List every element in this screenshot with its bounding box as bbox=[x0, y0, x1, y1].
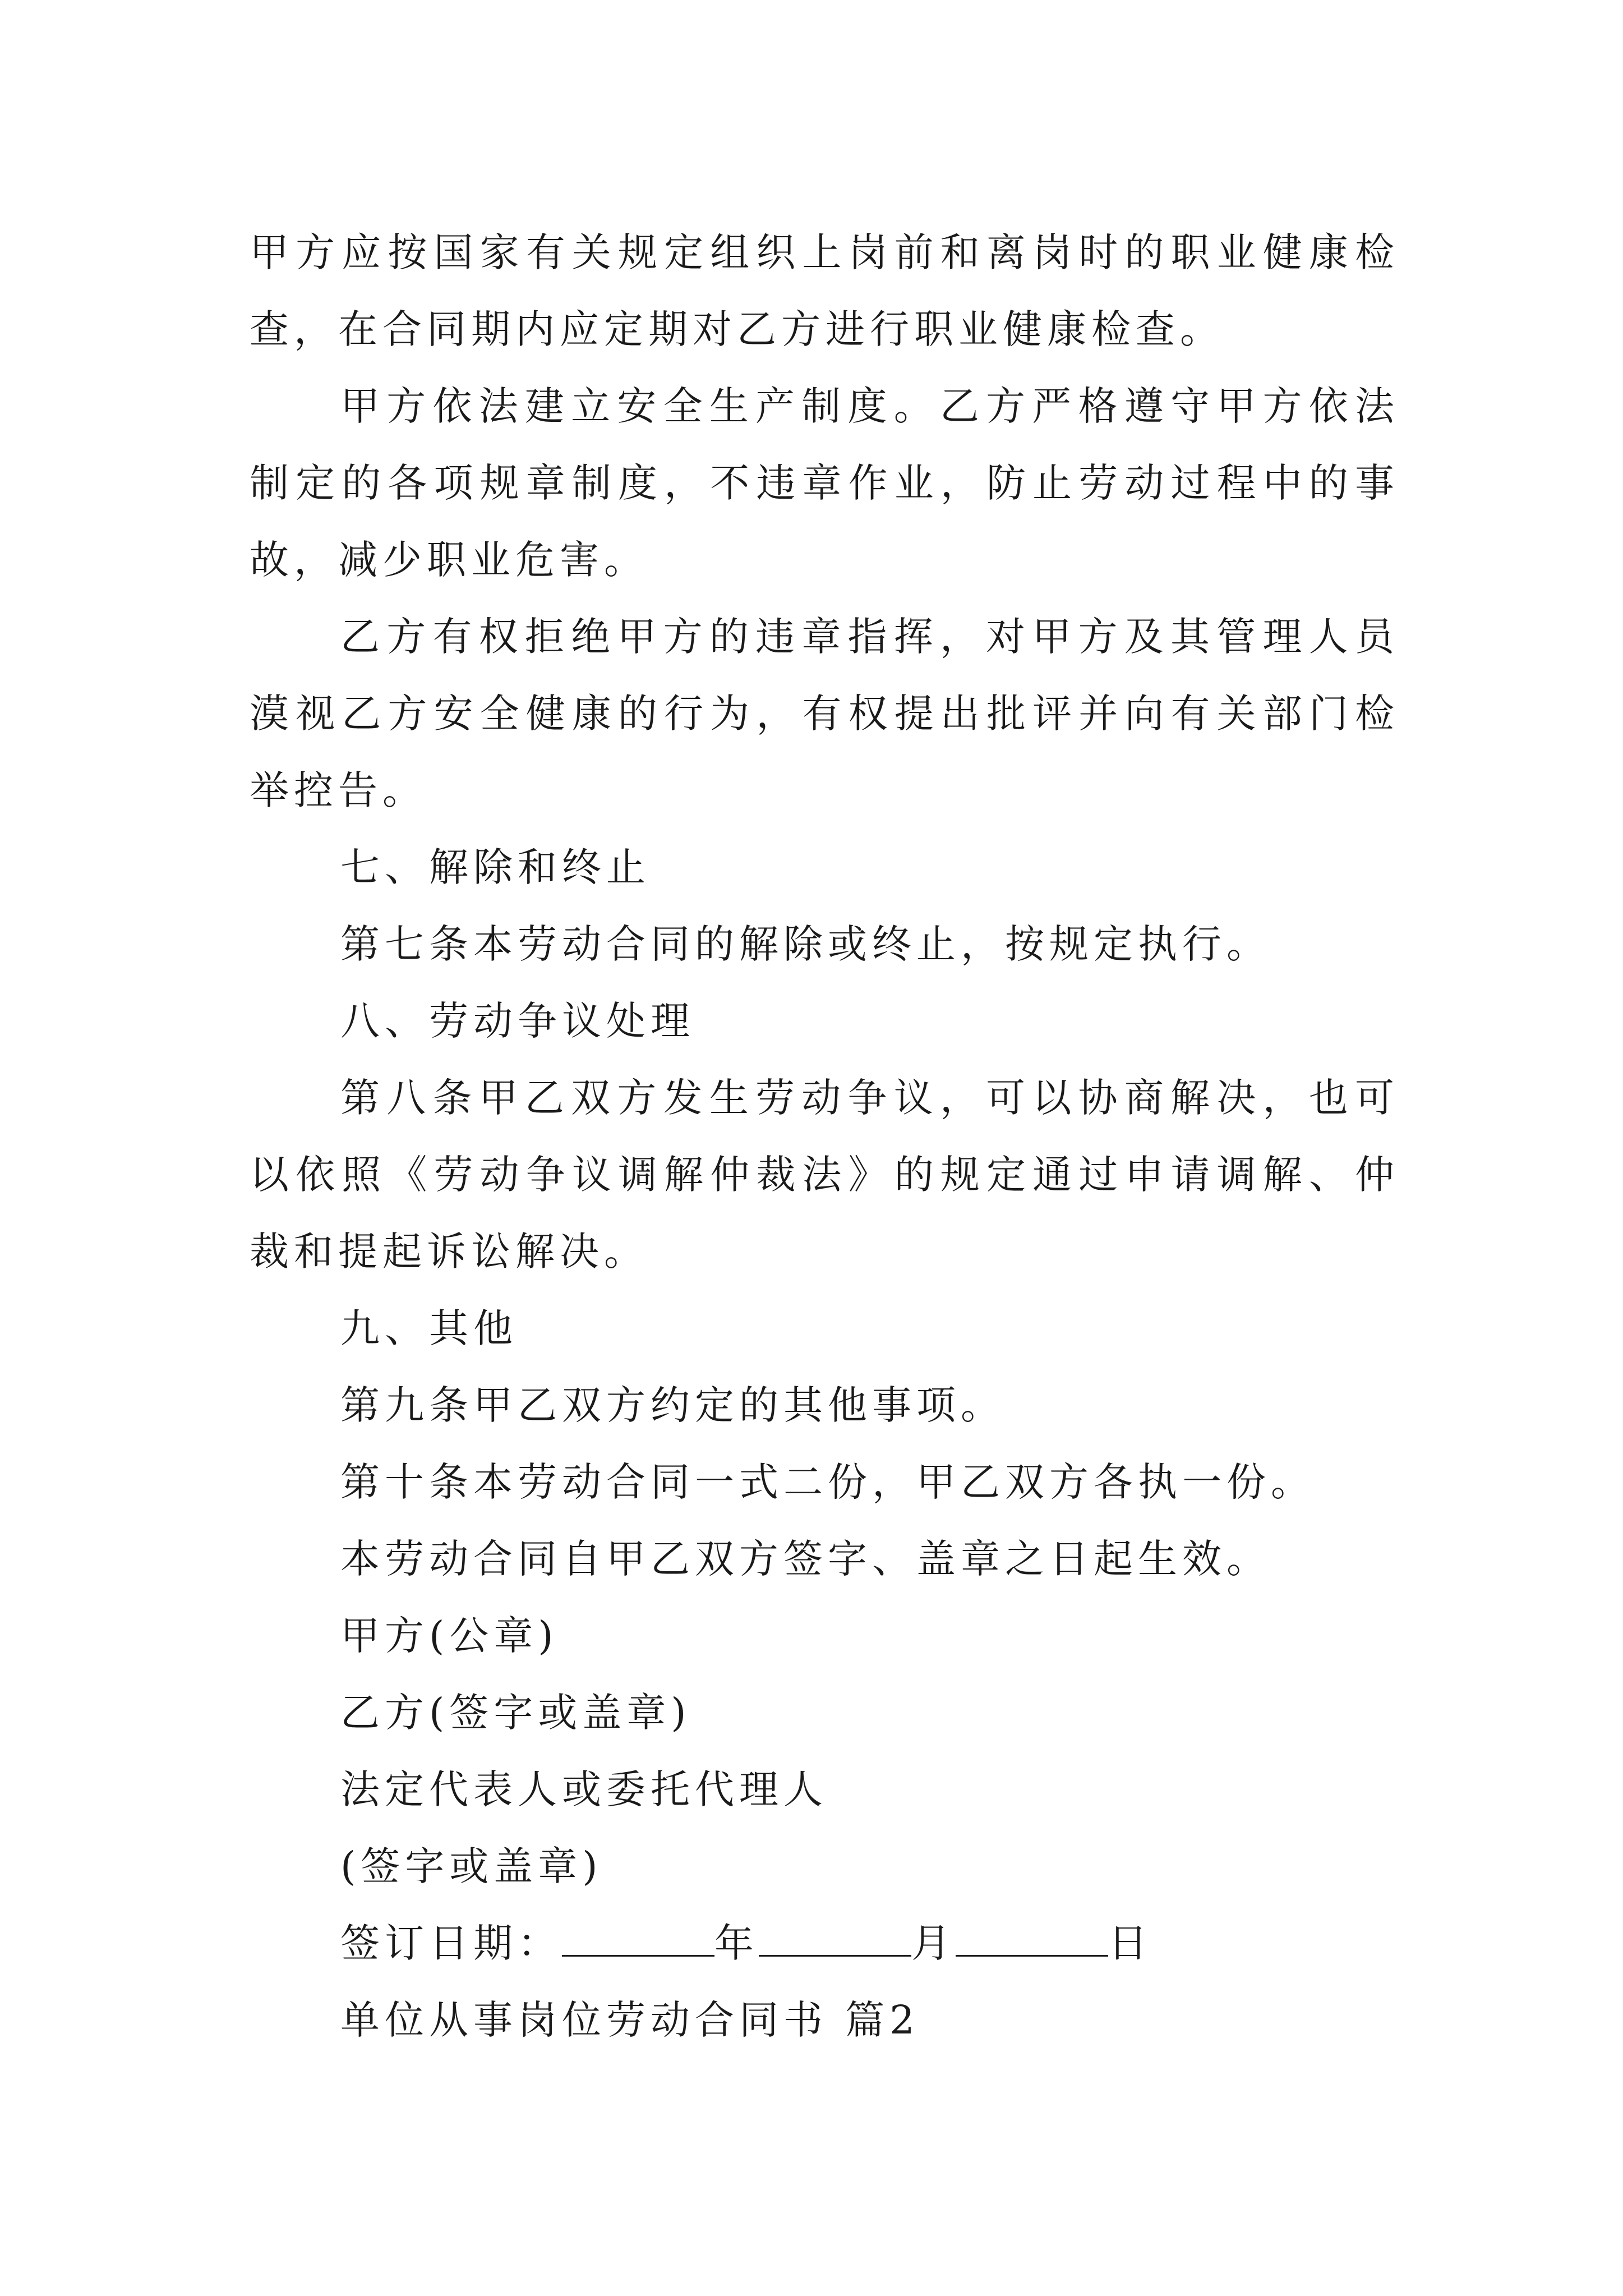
effective-clause: 本劳动合同自甲乙双方签字、盖章之日起生效。 bbox=[340, 1536, 1271, 1582]
month-blank[interactable] bbox=[759, 1915, 911, 1957]
article-ten: 第十条本劳动合同一式二份，甲乙双方各执一份。 bbox=[340, 1459, 1315, 1505]
paragraph-refuse-instructions: 乙方有权拒绝甲方的违章指挥，对甲方及其管理人员漠视乙方安全健康的行为，有权提出批评并向有关部门检举控告。 bbox=[250, 614, 1399, 813]
representative-signature: (签字或盖章) bbox=[340, 1843, 603, 1889]
section-heading-disputes: 八、劳动争议处理 bbox=[340, 998, 695, 1044]
article-eight: 第八条甲乙双方发生劳动争议，可以协商解决，也可以依照《劳动争议调解仲裁法》的规定通过申请调解、仲裁和提起诉讼解决。 bbox=[250, 1075, 1399, 1274]
paragraph-health-check: 甲方应按国家有关规定组织上岗前和离岗时的职业健康检查，在合同期内应定期对乙方进行职业健康检查。 bbox=[250, 229, 1399, 352]
section-heading-other: 九、其他 bbox=[340, 1305, 518, 1351]
section-heading-termination: 七、解除和终止 bbox=[340, 844, 651, 890]
day-blank[interactable] bbox=[956, 1915, 1108, 1957]
party-a-seal: 甲方(公章) bbox=[340, 1613, 559, 1659]
day-label: 日 bbox=[1108, 1920, 1152, 1966]
signing-date-label: 签订日期： bbox=[340, 1920, 562, 1966]
signing-date-line bbox=[250, 1905, 1399, 1982]
paragraph-safety-system: 甲方依法建立安全生产制度。乙方严格遵守甲方依法制定的各项规章制度，不违章作业，防止劳动过程中的事故，减少职业危害。 bbox=[250, 383, 1399, 583]
article-seven: 第七条本劳动合同的解除或终止，按规定执行。 bbox=[340, 921, 1271, 967]
month-label: 月 bbox=[911, 1920, 956, 1966]
next-section-title: 单位从事岗位劳动合同书 篇2 bbox=[340, 1997, 920, 2043]
document-body bbox=[250, 214, 1399, 2059]
legal-representative: 法定代表人或委托代理人 bbox=[340, 1766, 828, 1812]
year-label: 年 bbox=[714, 1920, 759, 1966]
article-nine: 第九条甲乙双方约定的其他事项。 bbox=[340, 1382, 1005, 1428]
party-b-signature: 乙方(签字或盖章) bbox=[340, 1690, 691, 1736]
year-blank[interactable] bbox=[562, 1915, 714, 1957]
